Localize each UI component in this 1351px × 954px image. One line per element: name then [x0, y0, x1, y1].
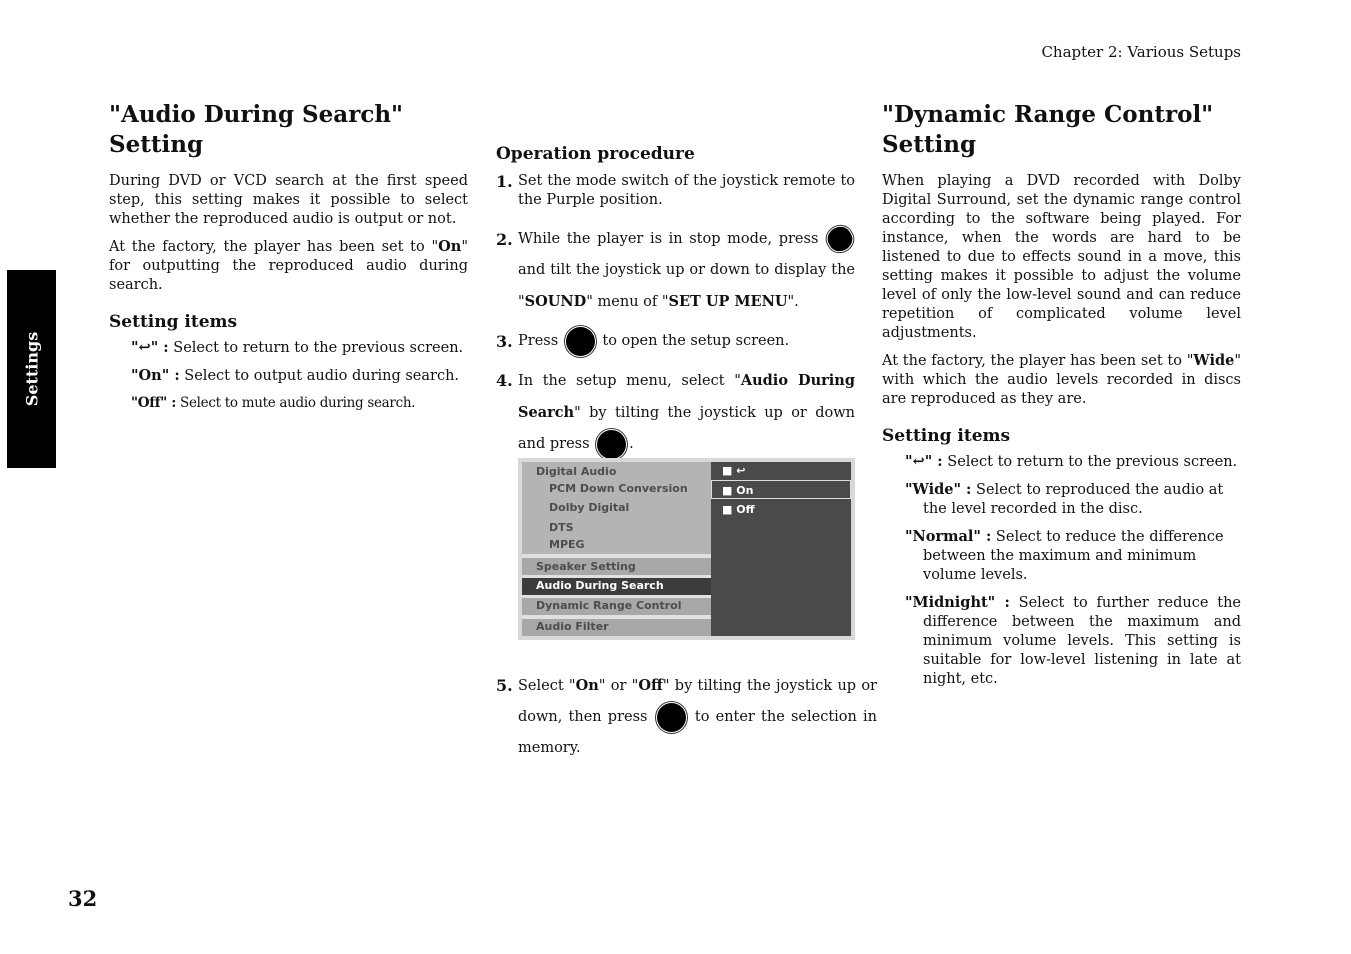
step-4: 4. In the setup menu, select "Audio During Search" by tilting the joystick up or down and press . — [496, 365, 855, 460]
menu-row-audio-search: Audio During Search — [522, 578, 711, 595]
menu-item-digital-audio: Digital Audio — [536, 465, 617, 478]
operation-heading: Operation procedure — [496, 144, 695, 164]
setting-item-return: "↩" : Select to return to the previous screen. — [131, 339, 464, 356]
enter-button-icon — [657, 703, 686, 732]
chapter-header: Chapter 2: Various Setups — [1041, 43, 1241, 61]
setting-item-normal: "Normal" : Select to reduce the difference between the maximum and minimum volume levels. — [905, 528, 1224, 583]
intro-paragraph: When playing a DVD recorded with Dolby Digital Surround, set the dynamic range control according to the software being played. For instance, when the words are hard to be listened to due to effects sound in a move, this setting makes it possible to adjust the volume level of only the low-level sound and can reduce repetition of complicated volume level adjustments. — [882, 173, 1241, 341]
setting-item-midnight: "Midnight" : Select to further reduce the difference between the maximum and minimum volume levels. This setting is suitable for low-level listening in late at night, etc. — [905, 594, 1241, 687]
audio-during-search-section — [109, 100, 468, 421]
menu-row-speaker: Speaker Setting — [522, 558, 711, 575]
setting-items-heading: Setting items — [882, 426, 1011, 446]
setting-item-on: "On" : Select to output audio during search. — [131, 367, 460, 384]
menu-item-pcm: PCM Down Conversion — [549, 482, 688, 495]
side-tab-label: Settings — [22, 331, 41, 407]
menu-item-dts: DTS — [549, 521, 574, 534]
menu-item-dolby: Dolby Digital — [549, 501, 630, 514]
enter-button-icon — [566, 327, 595, 356]
factory-paragraph: At the factory, the player has been set to "On" for outputting the reproduced audio during search. — [109, 238, 468, 293]
menu-item-mpeg: MPEG — [549, 538, 585, 551]
menu-option-return: ■ ↩ — [722, 464, 746, 477]
step-5: 5. Select "On" or "Off" by tilting the joystick up or down, then press to enter the selection in memory. — [496, 676, 878, 756]
step-1: 1. Set the mode switch of the joystick remote to the Purple position. — [496, 172, 855, 208]
section-title: "Dynamic Range Control" Setting — [882, 101, 1214, 158]
step-3: 3. Press to open the setup screen. — [496, 326, 855, 357]
page-number: 32 — [68, 886, 98, 911]
setup-menu-screenshot — [518, 458, 855, 640]
setting-items-heading: Setting items — [109, 312, 238, 332]
menu-row-drc: Dynamic Range Control — [522, 598, 711, 615]
factory-paragraph: At the factory, the player has been set to "Wide" with which the audio levels recorded in discs are reproduced as they are. — [882, 352, 1241, 407]
menu-option-on: ■ On — [722, 484, 754, 497]
section-title: "Audio During Search" Setting — [109, 101, 404, 158]
enter-button-icon — [597, 430, 626, 459]
setting-item-wide: "Wide" : Select to reproduced the audio at the level recorded in the disc. — [905, 481, 1224, 517]
side-tab — [7, 270, 56, 468]
dynamic-range-control-section — [882, 100, 1241, 697]
setting-item-off: "Off" : Select to mute audio during search. — [131, 395, 416, 411]
setting-item-return: "↩" : Select to return to the previous screen. — [905, 453, 1238, 470]
joystick-button-icon — [824, 223, 857, 256]
menu-row-filter: Audio Filter — [522, 619, 711, 636]
intro-paragraph: During DVD or VCD search at the first speed step, this setting makes it possible to select whether the reproduced audio is output or not. — [109, 173, 468, 227]
step-2: 2. While the player is in stop mode, press and tilt the joystick up or down to display the "SOUND" menu of "SET UP MENU". — [496, 224, 855, 318]
menu-option-off: ■ Off — [722, 503, 755, 516]
